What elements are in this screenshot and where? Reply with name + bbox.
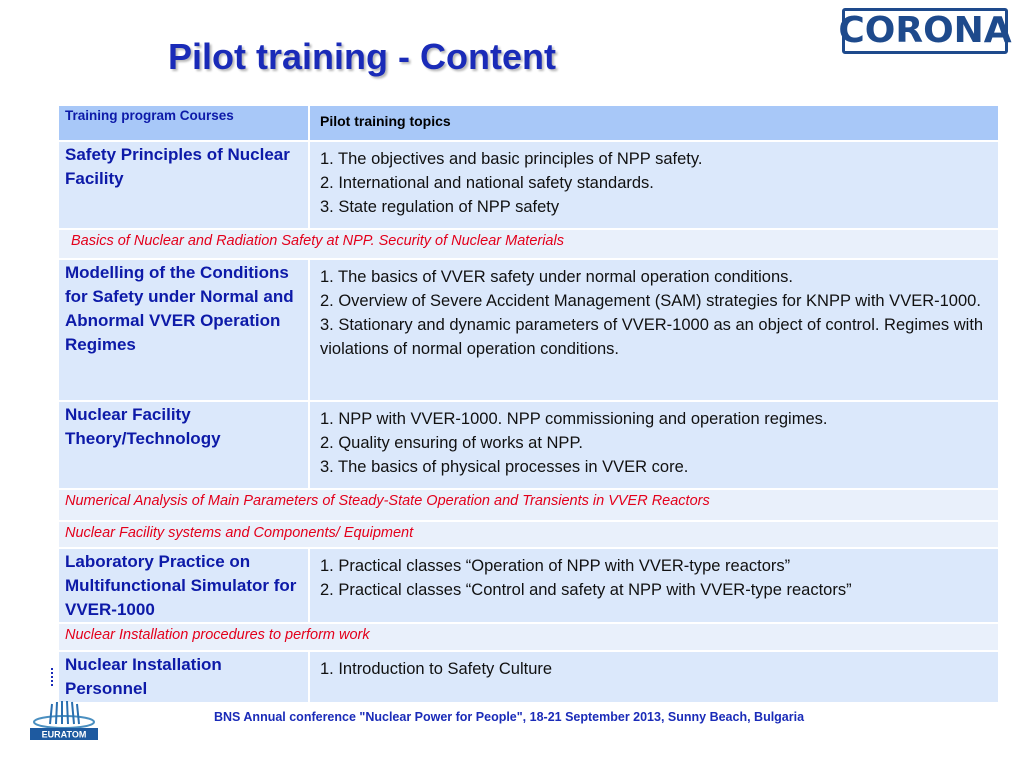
topics-cell — [309, 401, 999, 489]
header-courses: Training program Courses — [65, 108, 234, 123]
section-row — [58, 229, 999, 259]
course-name: Laboratory Practice on Multifunctional Simulator for VVER-1000 — [65, 552, 297, 619]
topics-cell — [309, 259, 999, 401]
section-title: Nuclear Facility systems and Components/ Equipment — [65, 525, 414, 541]
section-title: Numerical Analysis of Main Parameters of Steady-State Operation and Transients in VVER Reactors — [65, 493, 710, 509]
course-topics: 1. Practical classes “Operation of NPP with VVER-type reactors” 2. Practical classes “Control and safety at NPP with VVER-type reactors” — [320, 557, 852, 599]
course-topics: 1. Introduction to Safety Culture — [320, 660, 553, 678]
course-topics: 1. The basics of VVER safety under normal operation conditions. 2. Overview of Severe Accident Management (SAM) strategies for KNPP with VVER-1000. 3. Stationary and dynamic parameters of VVER-1000 as an object of control. Regimes with violations of normal operation conditions. — [320, 268, 984, 358]
course-cell — [58, 651, 309, 703]
table-header-row — [58, 105, 999, 141]
training-content-table — [57, 104, 1000, 704]
corona-logo-text: CORONA — [838, 10, 1012, 51]
slide-title: Pilot training - Content — [168, 36, 556, 77]
header-topics-cell — [309, 105, 999, 141]
section-title: Nuclear Installation procedures to perform work — [65, 627, 370, 643]
topics-cell — [309, 141, 999, 229]
course-name: Modelling of the Conditions for Safety under Normal and Abnormal VVER Operation Regimes — [65, 263, 294, 354]
course-topics: 1. NPP with VVER-1000. NPP commissioning and operation regimes. 2. Quality ensuring of works at NPP. 3. The basics of physical processes in VVER core. — [320, 410, 828, 476]
section-row — [58, 521, 999, 548]
course-name: Nuclear Installation Personnel — [65, 655, 222, 698]
section-cell — [58, 623, 999, 651]
header-topics: Pilot training topics — [320, 113, 451, 129]
course-cell — [58, 401, 309, 489]
course-cell — [58, 259, 309, 401]
dotted-marker-icon — [50, 668, 55, 690]
euratom-logo — [20, 700, 108, 742]
course-name: Nuclear Facility Theory/Technology — [65, 405, 221, 448]
table-row — [58, 259, 999, 401]
course-name: Safety Principles of Nuclear Facility — [65, 145, 290, 188]
table-row — [58, 141, 999, 229]
euratom-text: EURATOM — [41, 729, 87, 740]
header-courses-cell — [58, 105, 309, 141]
footer-conference: BNS Annual conference "Nuclear Power for People", 18-21 September 2013, Sunny Beach, Bulgaria — [214, 710, 805, 724]
corona-logo — [838, 8, 1012, 54]
table-row — [58, 651, 999, 703]
course-cell — [58, 141, 309, 229]
section-row — [58, 489, 999, 521]
section-title: Basics of Nuclear and Radiation Safety at NPP. Security of Nuclear Materials — [71, 233, 564, 249]
course-topics: 1. The objectives and basic principles of NPP safety. 2. International and national safety standards. 3. State regulation of NPP safety — [320, 150, 703, 216]
course-cell — [58, 548, 309, 623]
table-row — [58, 548, 999, 623]
topics-cell — [309, 548, 999, 623]
section-row — [58, 623, 999, 651]
table-row — [58, 401, 999, 489]
section-cell — [58, 521, 999, 548]
section-cell — [58, 229, 999, 259]
topics-cell — [309, 651, 999, 703]
section-cell — [58, 489, 999, 521]
